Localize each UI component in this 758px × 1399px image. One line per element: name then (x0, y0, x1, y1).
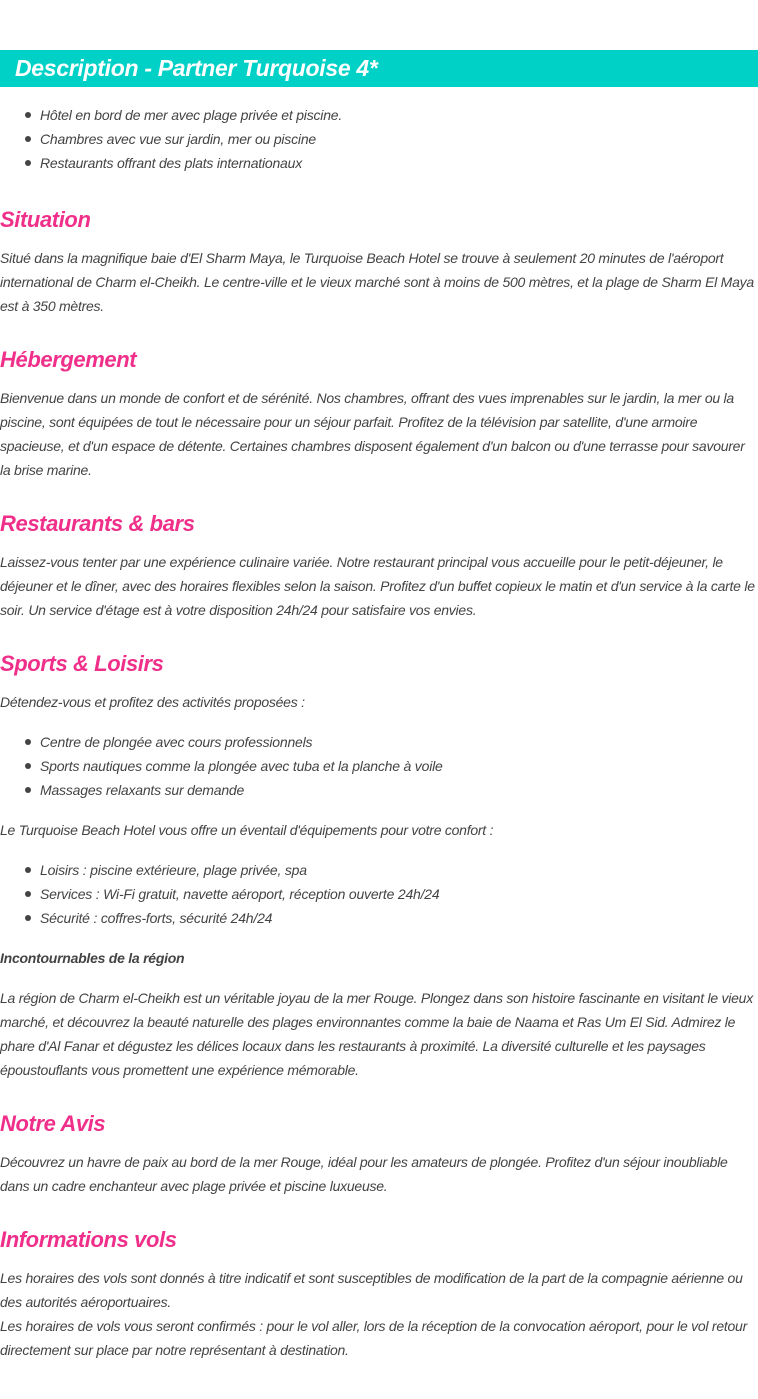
activities-list (0, 730, 758, 802)
restaurants-heading: Restaurants & bars (0, 511, 195, 536)
sports-intro: Détendez-vous et profitez des activités proposées : (0, 694, 305, 710)
region-heading: Incontournables de la région (0, 950, 185, 966)
title-banner (0, 50, 758, 87)
list-item: Hôtel en bord de mer avec plage privée et piscine. (0, 103, 758, 127)
sports-heading: Sports & Loisirs (0, 651, 164, 676)
hebergement-text: Bienvenue dans un monde de confort et de sérénité. Nos chambres, offrant des vues imprenables sur le jardin, la mer ou la piscine, sont équipées de tout le nécessaire pour un séjour parfait. Profitez de la télévision par satellite, d'une armoire spacieuse, et d'un espace de détente. Certaines chambres disposent également d'un balcon ou d'une terrasse pour savourer la brise marine. (0, 390, 745, 478)
equipment-intro: Le Turquoise Beach Hotel vous offre un éventail d'équipements pour votre confort : (0, 822, 494, 838)
description-content (0, 103, 758, 1362)
vols-text-1: Les horaires des vols sont donnés à titre indicatif et sont susceptibles de modification de la part de la compagnie aérienne ou des autorités aéroportuaires. (0, 1270, 743, 1310)
list-item: Services : Wi-Fi gratuit, navette aéroport, réception ouverte 24h/24 (0, 882, 758, 906)
list-item: Centre de plongée avec cours professionnels (0, 730, 758, 754)
list-item: Sports nautiques comme la plongée avec tuba et la planche à voile (0, 754, 758, 778)
list-item: Massages relaxants sur demande (0, 778, 758, 802)
list-item: Loisirs : piscine extérieure, plage privée, spa (0, 858, 758, 882)
equipment-list (0, 858, 758, 930)
avis-text: Découvrez un havre de paix au bord de la mer Rouge, idéal pour les amateurs de plongée. Profitez d'un séjour inoubliable dans un cadre enchanteur avec plage privée et piscine luxueuse. (0, 1154, 728, 1194)
region-text: La région de Charm el-Cheikh est un véritable joyau de la mer Rouge. Plongez dans son histoire fascinante en visitant le vieux marché, et découvrez la beauté naturelle des plages environnantes comme la baie de Naama et Ras Um El Sid. Admirez le phare d'Al Fanar et dégustez les délices locaux dans les restaurants à proximité. La diversité culturelle et les paysages époustouflants vous promettent une expérience mémorable. (0, 990, 753, 1078)
restaurants-text: Laissez-vous tenter par une expérience culinaire variée. Notre restaurant principal vous accueille pour le petit-déjeuner, le déjeuner et le dîner, avec des horaires flexibles selon la saison. Profitez d'un buffet copieux le matin et d'un service à la carte le soir. Un service d'étage est à votre disposition 24h/24 pour satisfaire vos envies. (0, 554, 755, 618)
highlights-list (0, 103, 758, 175)
vols-heading: Informations vols (0, 1227, 177, 1252)
list-item: Sécurité : coffres-forts, sécurité 24h/24 (0, 906, 758, 930)
list-item: Chambres avec vue sur jardin, mer ou piscine (0, 127, 758, 151)
list-item: Restaurants offrant des plats internationaux (0, 151, 758, 175)
avis-heading: Notre Avis (0, 1111, 106, 1136)
situation-heading: Situation (0, 207, 91, 232)
hebergement-heading: Hébergement (0, 347, 137, 372)
situation-text: Situé dans la magnifique baie d'El Sharm Maya, le Turquoise Beach Hotel se trouve à seulement 20 minutes de l'aéroport international de Charm el-Cheikh. Le centre-ville et le vieux marché sont à moins de 500 mètres, et la plage de Sharm El Maya est à 350 mètres. (0, 250, 754, 314)
vols-text-2: Les horaires de vols vous seront confirmés : pour le vol aller, lors de la réception de la convocation aéroport, pour le vol retour directement sur place par notre représentant à destination. (0, 1318, 747, 1358)
page-title: Description - Partner Turquoise 4* (15, 55, 378, 81)
